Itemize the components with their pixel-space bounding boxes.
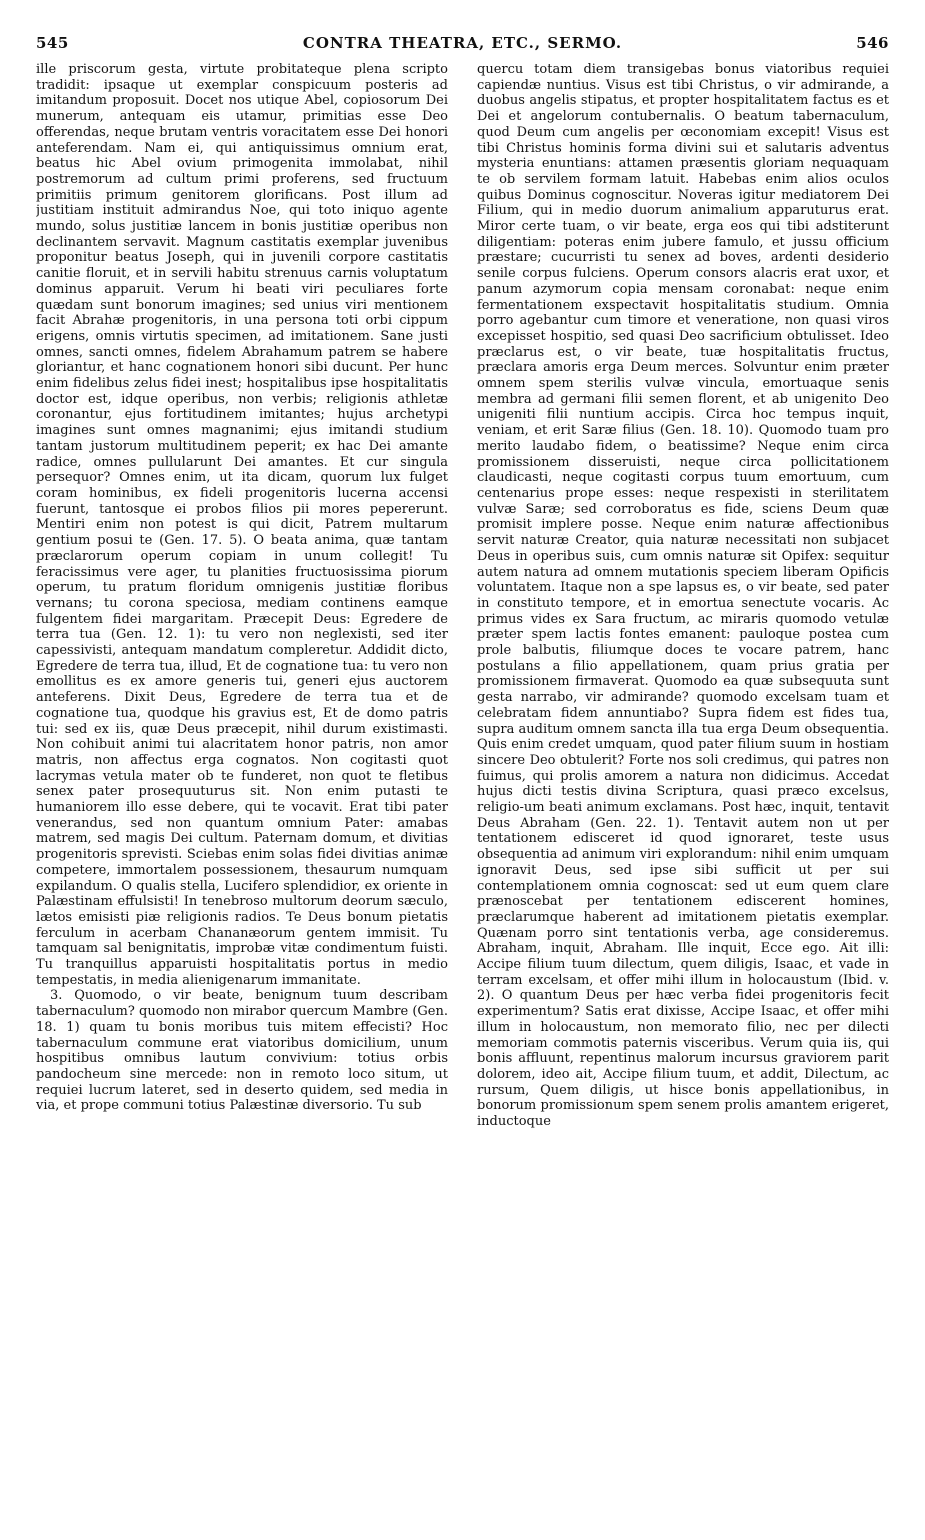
page-header: [36, 34, 889, 60]
left-paragraph-1: ille priscorum gesta, virtute probitateque plena scripto tradidit: ipsaque ut exemplar conspicuum posteris ad imitandum proposuit. Docet nos utique Abel, copiosorum Dei munerum, antequam eis utamur, primitias esse Deo offerendas, neque brutam ventris voracitatem esse Dei honori anteferendam. Nam ei, qui antiquissimus omnium erat, beatus hic Abel ovium primogenita immolabat, nihil postremorum ad cultum primi proferens, sed fructuum primitiis primum genitorem glorificans. Post illum ad justitiam instituit admirandus Noe, qui toto iniquo agente mundo, solus justitiæ lancem in bonis justitiæ operibus non declinantem servavit. Magnum castitatis exemplar juvenibus proponitur beatus Joseph, qui in juvenili corpore castitatis canitie floruit, et in servili habitu strenuus carnis voluptatum dominus apparuit. Verum hi beati viri peculiares forte quædam sunt bonorum imagines; sed unius viri mentionem facit Abrahæ progenitoris, in una persona toti orbi cippum erigens, omnis virtutis specimen, ad imitationem. Sane justi omnes, sancti omnes, fidelem Abrahamum patrem se habere gloriantur, et hanc cognationem honori sibi ducunt. Per hunc enim fidelibus zelus fidei inest; hospitalibus ipse hospitalitatis doctor est, idque operibus, non verbis; religionis athletæ coronantur, ejus fortitudinem imitantes; hujus archetypi imagines sunt omnes magnanimi; ejus imitandi studium tantam justorum multitudinem peperit; ex hac Dei amante radice, omnes pullularunt Dei amantes. Et cur singula persequor? Omnes enim, ut ita dicam, quorum lux fulget coram hominibus, ex fideli progenitoris lucerna accensi fuerunt, tantosque ei probos filios pii mores pepererunt. Mentiri enim non potest is qui dicit, Patrem multarum gentium posui te (Gen. 17. 5). O beata anima, quæ tantam præclarorum operum copiam in unum collegit! Tu feracissimus vere ager, tu planities fructuosissima piorum operum, tu pratum floridum omnigenis justitiæ floribus vernans; tu corona speciosa, mediam continens eamque fulgentem fidei margaritam. Præcepit Deus: Egredere de terra tua (Gen. 12. 1): tu vero non neglexisti, sed iter capessivisti, antequam mandatum compleretur. Addidit dicto, Egredere de terra tua, illud, Et de cognatione tua: tu vero non emollitus es ex amore generis tui, generi ejus auctorem anteferens. Dixit Deus, Egredere de terra tua et de cognatione tua, quodque his gravius est, Et de domo patris tui: sed ex iis, quæ Deus præcepit, nihil durum existimasti. Non cohibuit animi tui alacritatem honor patris, non amor matris, non affectus erga cognatos. Non cogitasti quot lacrymas vetula mater ob te funderet, non quot te fletibus senex pater prosequuturus sit. Non enim putasti te humaniorem illo esse debere, qui te vocavit. Erat tibi pater venerandus, sed non quantum omnium Pater: amabas matrem, sed magis Dei cultum. Paternam domum, et divitias progenitoris sprevisti. Sciebas enim solas fidei divitias animæ competere, immortalem possessionem, thesaurum numquam expilandum. O qualis stella, Lucifero splendidior, ex oriente in Palæstinam effulsisti! In tenebroso multorum deorum sæculo, lætos emisisti piæ religionis radios. Te Deus bonum pietatis ferculum in acerbam Chananæorum gentem immisit. Tu tamquam sal benignitatis, improbæ vitæ condimentum fuisti. Tu tranquillus apparuisti hospitalitatis portus in medio tempestatis, in media alienigenarum immanitate.: [36, 62, 448, 988]
right-column: [477, 62, 889, 1500]
right-paragraph-1: quercu totam diem transigebas bonus viatoribus requiei capiendæ nuntius. Visus est tibi Christus, o vir admirande, a duobus angelis stipatus, et propter hospitalitatem factus es et Dei et angelorum contubernalis. O beatum tabernaculum, quod Deum cum angelis per œconomiam excepit! Visus est tibi Christus hominis forma divini sui et salutaris adventus mysteria enuntians: attamen præsentis gloriam nequaquam te ob servilem formam latuit. Habebas enim alios oculos quibus Dominus cognoscitur. Noveras igitur mediatorem Dei Filium, qui in medio duorum animalium apparuturus erat. Miror certe tuam, o vir beate, erga eos qui tibi adstiterunt diligentiam: poteras enim jubere famulo, et jussu officium præstare; cucurristi tu senex ad boves, ardenti desiderio senile corpus fulciens. Operum consors alacris erat uxor, et panum azymorum copia mensam coronabat: neque enim fermentationem exspectavit hospitalitatis studium. Omnia porro agebantur cum timore et veneratione, non quasi viros excepisset hospitio, sed quasi Deo sacrificium obtulisset. Ideo præclarus est, o vir beate, tuæ hospitalitatis fructus, præclara amoris erga Deum merces. Solvuntur enim præter omnem spem sterilis vulvæ vincula, emortuaque senis membra ad germani filii semen florent, et ab unigenito Deo unigeniti filii nuntium accipis. Circa hoc tempus inquit, veniam, et erit Saræ filius (Gen. 18. 10). Quomodo tuam pro merito laudabo fidem, o beatissime? Neque enim circa promissionem disseruisti, neque circa pollicitationem claudicasti, neque cogitasti corpus tuum emortuum, cum centenarius prope esses: neque respexisti in sterilitatem vulvæ Saræ; sed corroboratus es fide, sciens Deum quæ promisit implere posse. Neque enim naturæ affectionibus servit naturæ Creator, quia naturæ necessitati non subjacet Deus in operibus suis, cum omnis naturæ sit Opifex: sequitur autem natura ad omnem mutationis speciem liberam Opificis voluntatem. Itaque non a spe lapsus es, o vir beate, sed pater in constituto tempore, et in emortua senectute vocaris. Ac primus vides ex Sara fructum, ac miraris quomodo vetulæ præter spem lactis fontes emanent: pauloque postea cum prole balbutis, filiumque doces te vocare patrem, hanc postulans a filio appellationem, quam prius gratia per promissionem firmaverat. Quomodo ea quæ subsequuta sunt gesta narrabo, vir admirande? quomodo excelsam tuam et celebratam fidem annuntiabo? Supra fidem est fides tua, supra auditum omnem sancta illa tua erga Deum obsequentia. Quis enim credet umquam, quod pater filium suum in hostiam sincere Deo obtulerit? Forte nos soli credimus, qui patres non fuimus, qui prolis amorem a natura non didicimus. Accedat hujus dicti testis divina Scriptura, quasi præco excelsus, religio-um beati animum exclamans. Post hæc, inquit, tentavit Deus Abraham (Gen. 22. 1). Tentavit autem non ut per tentationem edisceret id quod ignoraret, teste usus obsequentia ad animum viri explorandum: nihil enim umquam ignoravit Deus, sed ipse sibi sufficit ut per sui contemplationem omnia cognoscat: sed ut eum quem clare prænoscebat per tentationem ediscerent homines, præclarumque haberent ad imitationem pietatis exemplar. Quænam porro sint tentationis verba, age consideremus. Abraham, inquit, Abraham. Ille inquit, Ecce ego. Ait illi: Accipe filium tuum dilectum, quem diligis, Isaac, et vade in terram excelsam, et offer mihi illum in holocaustum (Ibid. v. 2). O quantum Deus per hæc verba fidei progenitoris fecit experimentum? Satis erat dixisse, Accipe Isaac, et offer mihi illum in holocaustum, non memorato filio, nec per dilecti memoriam commotis paternis visceribus. Verum quia iis, qui bonis affluunt, repentinus malorum incursus graviorem parit dolorem, ideo ait, Accipe filium tuum, et addit, Dilectum, ac rursum, Quem diligis, ut hisce bonis appellationibus, in bonorum promissionum spem senem prolis amantem erigeret, inductoque: [477, 62, 889, 1130]
left-column: [36, 62, 448, 1500]
page-number-right: 546: [856, 34, 889, 52]
text-columns: [36, 62, 889, 1500]
running-title: CONTRA THEATRA, ETC., SERMO.: [302, 34, 623, 52]
left-paragraph-2: 3. Quomodo, o vir beate, benignum tuum describam tabernaculum? quomodo non mirabor quercum Mambre (Gen. 18. 1) quam tu bonis moribus tuis mitem effecisti? Hoc tabernaculum commune erat viatoribus domicilium, unum hospitibus omnibus lautum convivium: totius orbis pandocheum sine mercede: non in remoto loco situm, ut requiei lucrum lateret, sed in deserto quidem, sed media in via, et prope communi totius Palæstinæ diversorio. Tu sub: [36, 988, 448, 1114]
page-number-left: 545: [36, 34, 69, 52]
